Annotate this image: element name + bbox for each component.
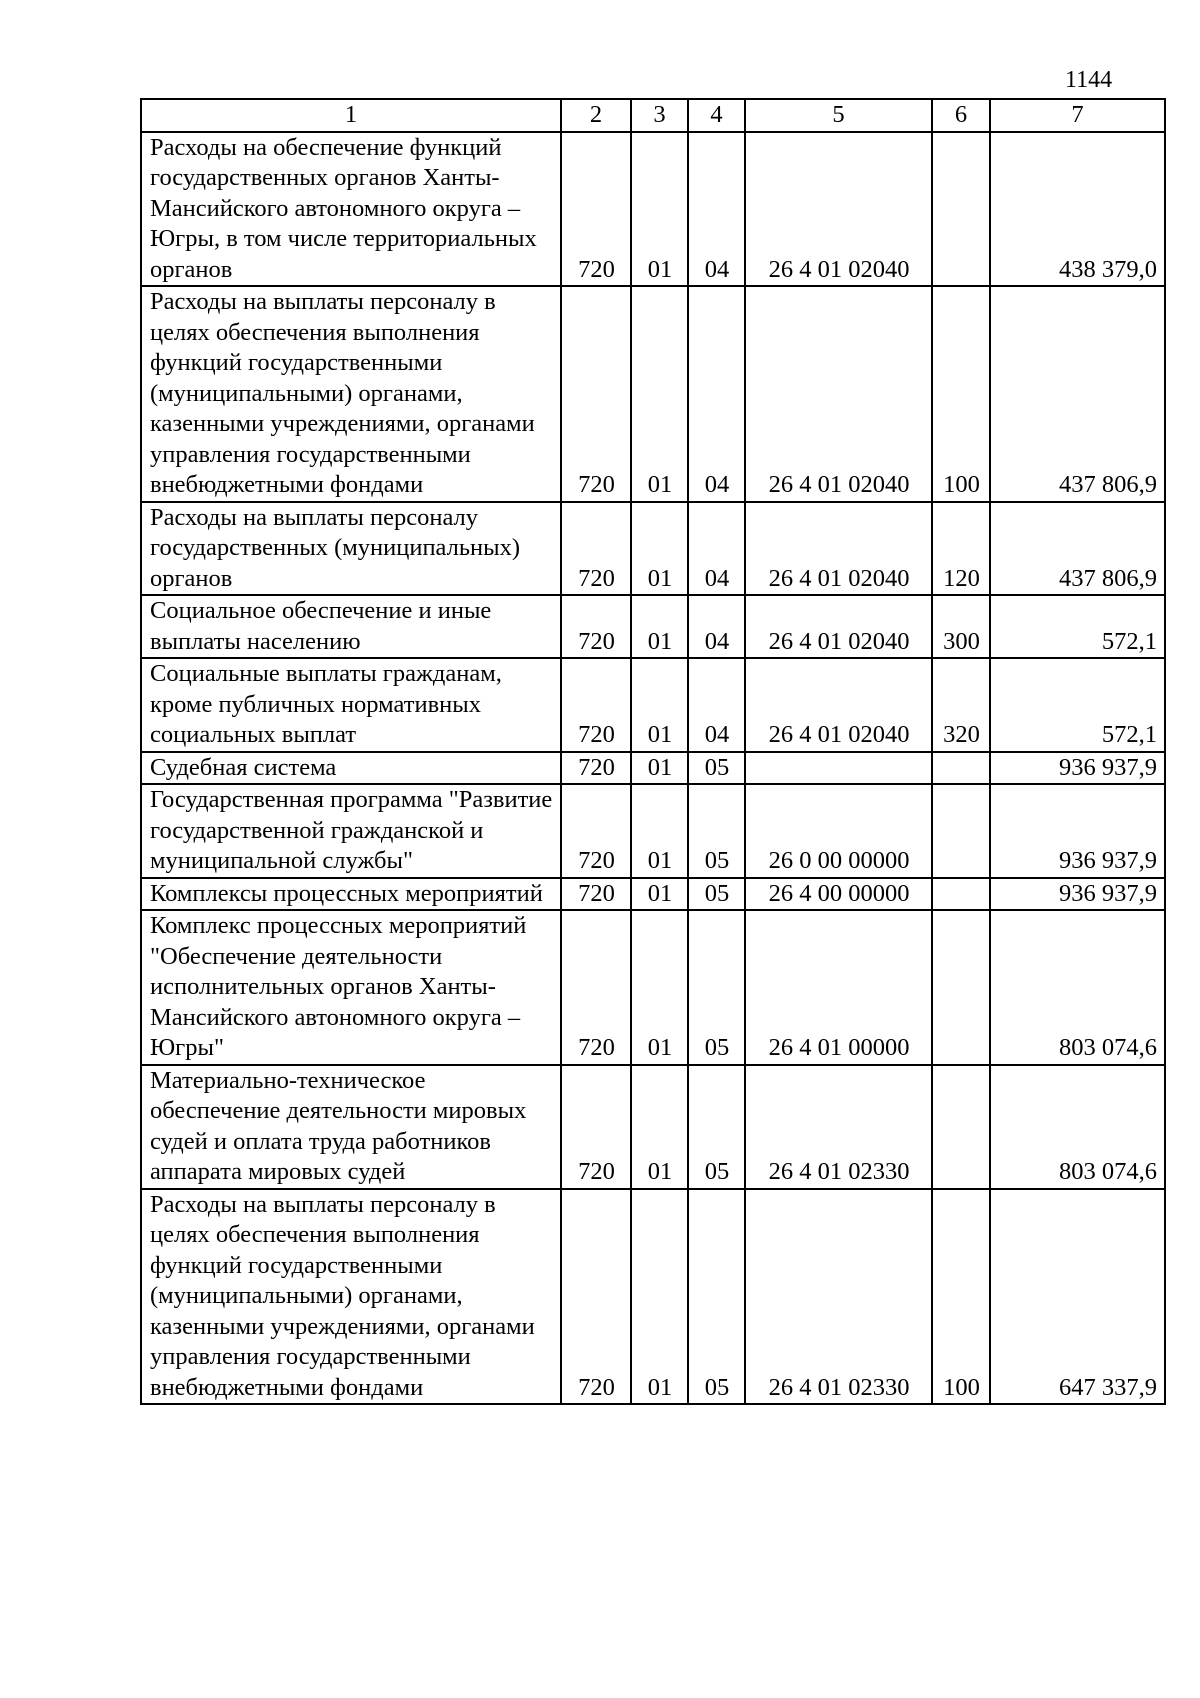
expense-type-cell: 300 [932, 595, 990, 658]
row-name-cell: Социальное обеспечение и иные выплаты населению [141, 595, 561, 658]
amount-cell: 437 806,9 [990, 286, 1165, 502]
target-article-cell [745, 752, 932, 785]
table-row [141, 658, 1165, 752]
amount-cell: 936 937,9 [990, 878, 1165, 911]
table-row [141, 752, 1165, 785]
expense-type-cell [932, 132, 990, 287]
admin-code-cell: 720 [561, 784, 631, 878]
section-code-cell: 01 [631, 878, 688, 911]
target-article-cell: 26 4 01 02330 [745, 1189, 932, 1405]
target-article-cell: 26 4 01 02330 [745, 1065, 932, 1189]
target-article-cell: 26 4 01 02040 [745, 595, 932, 658]
subsection-code-cell: 04 [688, 132, 745, 287]
subsection-code-cell: 04 [688, 286, 745, 502]
row-name-cell: Расходы на выплаты персоналу в целях обеспечения выполнения функций государственными (муниципальными) органами, казенными учреждениями, органами управления государственными внебюджетными фондами [141, 1189, 561, 1405]
section-code-cell: 01 [631, 658, 688, 752]
target-article-cell: 26 0 00 00000 [745, 784, 932, 878]
expense-type-cell [932, 910, 990, 1065]
row-name-cell: Государственная программа "Развитие государственной гражданской и муниципальной службы" [141, 784, 561, 878]
expense-type-cell: 120 [932, 502, 990, 596]
row-name-cell: Расходы на выплаты персоналу в целях обеспечения выполнения функций государственными (муниципальными) органами, казенными учреждениями, органами управления государственными внебюджетными фондами [141, 286, 561, 502]
section-code-cell: 01 [631, 784, 688, 878]
amount-cell: 803 074,6 [990, 1065, 1165, 1189]
subsection-code-cell: 04 [688, 595, 745, 658]
amount-cell: 803 074,6 [990, 910, 1165, 1065]
table-row [141, 132, 1165, 287]
row-name-cell: Расходы на выплаты персоналу государственных (муниципальных) органов [141, 502, 561, 596]
row-name-cell: Комплекс процессных мероприятий "Обеспечение деятельности исполнительных органов Ханты-Мансийского автономного округа – Югры" [141, 910, 561, 1065]
admin-code-cell: 720 [561, 502, 631, 596]
budget-table [140, 98, 1166, 1405]
section-code-cell: 01 [631, 595, 688, 658]
expense-type-cell [932, 752, 990, 785]
section-code-cell: 01 [631, 132, 688, 287]
expense-type-cell [932, 1065, 990, 1189]
target-article-cell: 26 4 01 02040 [745, 658, 932, 752]
amount-cell: 936 937,9 [990, 752, 1165, 785]
table-row [141, 502, 1165, 596]
amount-cell: 936 937,9 [990, 784, 1165, 878]
table-body [141, 132, 1165, 1405]
row-name-cell: Судебная система [141, 752, 561, 785]
column-header-6: 6 [932, 99, 990, 132]
target-article-cell: 26 4 00 00000 [745, 878, 932, 911]
page-number: 1144 [1065, 67, 1113, 93]
row-name-cell: Социальные выплаты гражданам, кроме публичных нормативных социальных выплат [141, 658, 561, 752]
admin-code-cell: 720 [561, 910, 631, 1065]
table-row [141, 878, 1165, 911]
subsection-code-cell: 05 [688, 752, 745, 785]
amount-cell: 437 806,9 [990, 502, 1165, 596]
admin-code-cell: 720 [561, 595, 631, 658]
subsection-code-cell: 04 [688, 502, 745, 596]
section-code-cell: 01 [631, 502, 688, 596]
column-header-5: 5 [745, 99, 932, 132]
amount-cell: 647 337,9 [990, 1189, 1165, 1405]
table-row [141, 910, 1165, 1065]
admin-code-cell: 720 [561, 132, 631, 287]
expense-type-cell [932, 878, 990, 911]
expense-type-cell: 100 [932, 1189, 990, 1405]
column-header-7: 7 [990, 99, 1165, 132]
expense-type-cell: 320 [932, 658, 990, 752]
section-code-cell: 01 [631, 286, 688, 502]
target-article-cell: 26 4 01 02040 [745, 132, 932, 287]
admin-code-cell: 720 [561, 286, 631, 502]
admin-code-cell: 720 [561, 1065, 631, 1189]
header-row [141, 99, 1165, 132]
column-header-4: 4 [688, 99, 745, 132]
target-article-cell: 26 4 01 02040 [745, 286, 932, 502]
column-header-3: 3 [631, 99, 688, 132]
amount-cell: 438 379,0 [990, 132, 1165, 287]
admin-code-cell: 720 [561, 658, 631, 752]
table-row [141, 784, 1165, 878]
target-article-cell: 26 4 01 00000 [745, 910, 932, 1065]
row-name-cell: Расходы на обеспечение функций государственных органов Ханты-Мансийского автономного округа – Югры, в том числе территориальных органов [141, 132, 561, 287]
subsection-code-cell: 05 [688, 1189, 745, 1405]
expense-type-cell: 100 [932, 286, 990, 502]
table-row [141, 286, 1165, 502]
expense-type-cell [932, 784, 990, 878]
subsection-code-cell: 05 [688, 1065, 745, 1189]
amount-cell: 572,1 [990, 595, 1165, 658]
table-row [141, 1189, 1165, 1405]
row-name-cell: Материально-техническое обеспечение деятельности мировых судей и оплата труда работников аппарата мировых судей [141, 1065, 561, 1189]
row-name-cell: Комплексы процессных мероприятий [141, 878, 561, 911]
section-code-cell: 01 [631, 910, 688, 1065]
column-header-2: 2 [561, 99, 631, 132]
admin-code-cell: 720 [561, 1189, 631, 1405]
subsection-code-cell: 05 [688, 784, 745, 878]
target-article-cell: 26 4 01 02040 [745, 502, 932, 596]
table-row [141, 1065, 1165, 1189]
section-code-cell: 01 [631, 1065, 688, 1189]
table-row [141, 595, 1165, 658]
admin-code-cell: 720 [561, 752, 631, 785]
section-code-cell: 01 [631, 752, 688, 785]
subsection-code-cell: 05 [688, 878, 745, 911]
section-code-cell: 01 [631, 1189, 688, 1405]
column-header-1: 1 [141, 99, 561, 132]
subsection-code-cell: 04 [688, 658, 745, 752]
admin-code-cell: 720 [561, 878, 631, 911]
subsection-code-cell: 05 [688, 910, 745, 1065]
amount-cell: 572,1 [990, 658, 1165, 752]
